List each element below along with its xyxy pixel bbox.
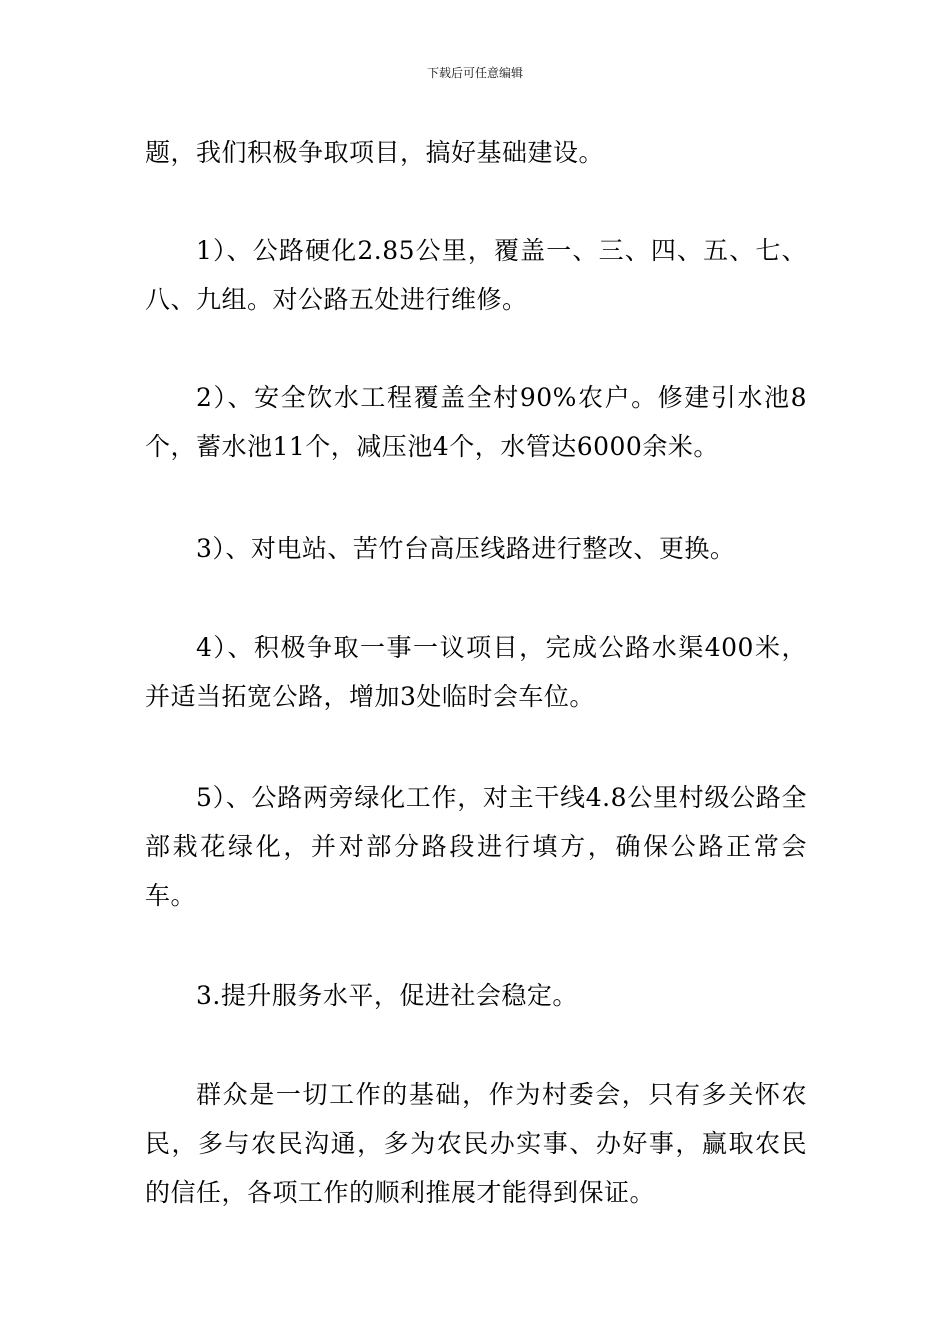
paragraph-continuation: 题，我们积极争取项目，搞好基础建设。 bbox=[145, 138, 605, 167]
paragraph-item-2: 2）、安全饮水工程覆盖全村90%农户。修建引水池8个，蓄水池11个，减压池4个，水管达6000余米。 bbox=[145, 383, 807, 461]
paragraph-body: 群众是一切工作的基础，作为村委会，只有多关怀农民，多与农民沟通，多为农民办实事、办好事，赢取农民的信任，各项工作的顺利推展才能得到保证。 bbox=[145, 1080, 807, 1207]
paragraph-item-3: 3）、对电站、苦竹台高压线路进行整改、更换。 bbox=[196, 534, 736, 563]
section-heading: 3.提升服务水平，促进社会稳定。 bbox=[196, 981, 578, 1010]
paragraph-item-4: 4）、积极争取一事一议项目，完成公路水渠400米，并适当拓宽公路，增加3处临时会车位。 bbox=[145, 633, 807, 711]
paragraph-item-1: 1）、公路硬化2.85公里，覆盖一、三、四、五、七、八、九组。对公路五处进行维修。 bbox=[145, 236, 807, 314]
page-header-note: 下载后可任意编辑 bbox=[426, 66, 523, 80]
paragraph-item-5: 5）、公路两旁绿化工作，对主干线4.8公里村级公路全部栽花绿化，并对部分路段进行填方，确保公路正常会车。 bbox=[145, 783, 807, 910]
